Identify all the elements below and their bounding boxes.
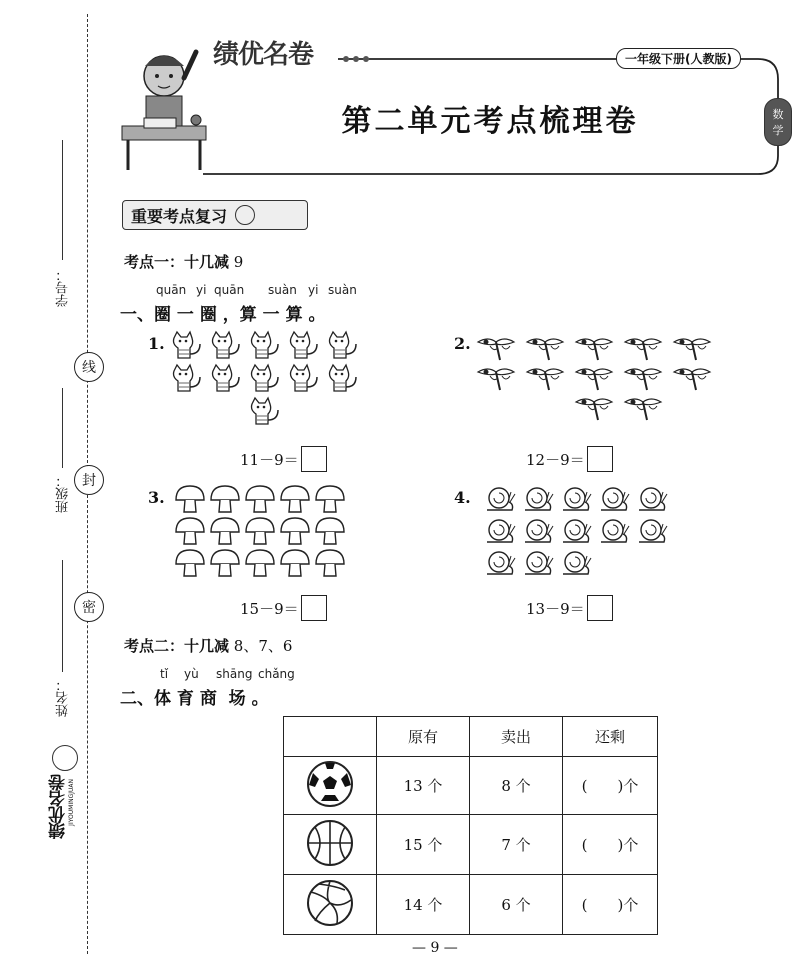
dragonfly-picture-group bbox=[476, 334, 726, 424]
table-cell: 8 个 bbox=[470, 757, 563, 815]
item1-number: 1. bbox=[148, 334, 165, 353]
mushroom-icon bbox=[279, 484, 311, 518]
cat-icon bbox=[209, 363, 243, 399]
table-cell: 15 个 bbox=[377, 815, 470, 875]
volleyball-icon bbox=[284, 875, 377, 935]
q2-pinyin: tǐ yù shāng chǎng bbox=[160, 667, 295, 681]
cat-icon bbox=[170, 330, 204, 366]
brand-logo-sub: JIYOUMINGJUAN bbox=[68, 779, 75, 826]
dragonfly-icon bbox=[623, 364, 663, 396]
dragonfly-icon bbox=[574, 364, 614, 396]
mushroom-icon bbox=[174, 516, 206, 550]
table-row bbox=[284, 815, 658, 875]
item4-equation: 13－9＝ bbox=[526, 595, 613, 621]
dragonfly-icon bbox=[476, 334, 516, 366]
table-header-cell: 卖出 bbox=[470, 717, 563, 757]
answer-box[interactable] bbox=[587, 595, 613, 621]
answer-cell[interactable]: ( )个 bbox=[563, 875, 658, 935]
answer-box[interactable] bbox=[587, 446, 613, 472]
snail-icon bbox=[598, 516, 630, 548]
student-id-field bbox=[48, 140, 78, 310]
dragonfly-icon bbox=[672, 334, 712, 366]
q1-title: 一、圈 一 圈 ，算 一 算 。 bbox=[120, 305, 326, 325]
table-cell: 14 个 bbox=[377, 875, 470, 935]
cat-icon bbox=[287, 330, 321, 366]
point1-label: 考点一：十几减 bbox=[124, 253, 230, 271]
student-id-label: 学号： bbox=[56, 268, 71, 307]
girl-icon bbox=[235, 205, 255, 225]
mushroom-icon bbox=[209, 484, 241, 518]
cat-icon bbox=[170, 363, 204, 399]
subject-char-2: 学 bbox=[772, 124, 784, 137]
table-cell: 13 个 bbox=[377, 757, 470, 815]
cat-icon bbox=[248, 330, 282, 366]
snail-picture-group bbox=[484, 484, 684, 584]
grade-edition-tag: 一年级下册(人教版) bbox=[616, 48, 741, 69]
mushroom-picture-group bbox=[174, 484, 374, 584]
dragonfly-icon bbox=[476, 364, 516, 396]
mushroom-icon bbox=[279, 548, 311, 582]
mushroom-icon bbox=[314, 516, 346, 550]
seal-feng-mark: 封 bbox=[74, 465, 104, 495]
section-badge bbox=[122, 200, 308, 230]
seal-line-mark: 线 bbox=[74, 352, 104, 382]
snail-icon bbox=[560, 548, 592, 580]
q1-pinyin: quān yi quān suàn yi suàn bbox=[156, 283, 357, 297]
kid-reading-icon bbox=[52, 745, 78, 771]
mushroom-icon bbox=[209, 548, 241, 582]
snail-icon bbox=[484, 516, 516, 548]
snail-icon bbox=[522, 548, 554, 580]
brand-logo-small bbox=[38, 745, 84, 865]
table-header-cell bbox=[284, 717, 377, 757]
point1-heading bbox=[124, 251, 243, 272]
point2-numbers: 8、7、6 bbox=[233, 637, 293, 655]
answer-box[interactable] bbox=[301, 595, 327, 621]
answer-cell[interactable]: ( )个 bbox=[563, 757, 658, 815]
cat-icon bbox=[209, 330, 243, 366]
mushroom-icon bbox=[244, 548, 276, 582]
dragonfly-icon bbox=[525, 364, 565, 396]
name-field bbox=[48, 560, 78, 720]
brand-logo-text: 绩优名卷 bbox=[49, 775, 69, 839]
item2-number: 2. bbox=[454, 334, 471, 353]
mushroom-icon bbox=[244, 516, 276, 550]
snail-icon bbox=[560, 484, 592, 516]
name-label: 姓名： bbox=[56, 678, 71, 717]
mushroom-icon bbox=[174, 484, 206, 518]
snail-icon bbox=[636, 516, 668, 548]
sports-shop-table bbox=[283, 716, 658, 935]
answer-box[interactable] bbox=[301, 446, 327, 472]
snail-icon bbox=[484, 484, 516, 516]
mushroom-icon bbox=[209, 516, 241, 550]
item3-equation: 15－9＝ bbox=[240, 595, 327, 621]
table-header-cell: 原有 bbox=[377, 717, 470, 757]
mushroom-icon bbox=[279, 516, 311, 550]
page-title: 第二单元考点梳理卷 bbox=[341, 104, 639, 139]
q2-title: 二、体 育 商 场 。 bbox=[120, 689, 269, 709]
basketball-icon bbox=[284, 815, 377, 875]
seal-mi-mark: 密 bbox=[74, 592, 104, 622]
mushroom-icon bbox=[314, 548, 346, 582]
snail-icon bbox=[484, 548, 516, 580]
item3-number: 3. bbox=[148, 488, 165, 507]
point2-heading bbox=[124, 635, 292, 656]
mushroom-icon bbox=[244, 484, 276, 518]
table-row bbox=[284, 875, 658, 935]
dragonfly-icon bbox=[525, 334, 565, 366]
cat-picture-group bbox=[170, 330, 370, 438]
cat-icon bbox=[326, 330, 360, 366]
snail-icon bbox=[636, 484, 668, 516]
class-label: 班级： bbox=[56, 474, 71, 513]
dragonfly-icon bbox=[623, 334, 663, 366]
mushroom-icon bbox=[314, 484, 346, 518]
dragonfly-icon bbox=[672, 364, 712, 396]
cat-icon bbox=[326, 363, 360, 399]
dragonfly-icon bbox=[623, 394, 663, 426]
subject-char-1: 数 bbox=[772, 108, 784, 121]
point1-number: 9 bbox=[233, 253, 244, 271]
item4-number: 4. bbox=[454, 488, 471, 507]
snail-icon bbox=[522, 516, 554, 548]
item1-equation: 11－9＝ bbox=[240, 446, 327, 472]
subject-tag bbox=[764, 98, 792, 146]
point2-label: 考点二：十几减 bbox=[124, 637, 230, 655]
snail-icon bbox=[598, 484, 630, 516]
answer-cell[interactable]: ( )个 bbox=[563, 815, 658, 875]
page-number: — 9 — bbox=[412, 940, 458, 956]
dragonfly-icon bbox=[574, 394, 614, 426]
snail-icon bbox=[560, 516, 592, 548]
section-badge-text: 重要考点复习 bbox=[131, 206, 228, 226]
cat-icon bbox=[287, 363, 321, 399]
table-cell: 6 个 bbox=[470, 875, 563, 935]
dragonfly-icon bbox=[574, 334, 614, 366]
mushroom-icon bbox=[174, 548, 206, 582]
soccer-ball-icon bbox=[284, 757, 377, 815]
class-field bbox=[48, 388, 78, 518]
table-cell: 7 个 bbox=[470, 815, 563, 875]
student-at-desk-illustration bbox=[118, 38, 210, 172]
snail-icon bbox=[522, 484, 554, 516]
table-header-row bbox=[284, 717, 658, 757]
table-row bbox=[284, 757, 658, 815]
cat-icon bbox=[248, 396, 282, 432]
table-header-cell: 还剩 bbox=[563, 717, 658, 757]
brand-wordmark: 绩优名卷 bbox=[213, 40, 314, 70]
item2-equation: 12－9＝ bbox=[526, 446, 613, 472]
cat-icon bbox=[248, 363, 282, 399]
